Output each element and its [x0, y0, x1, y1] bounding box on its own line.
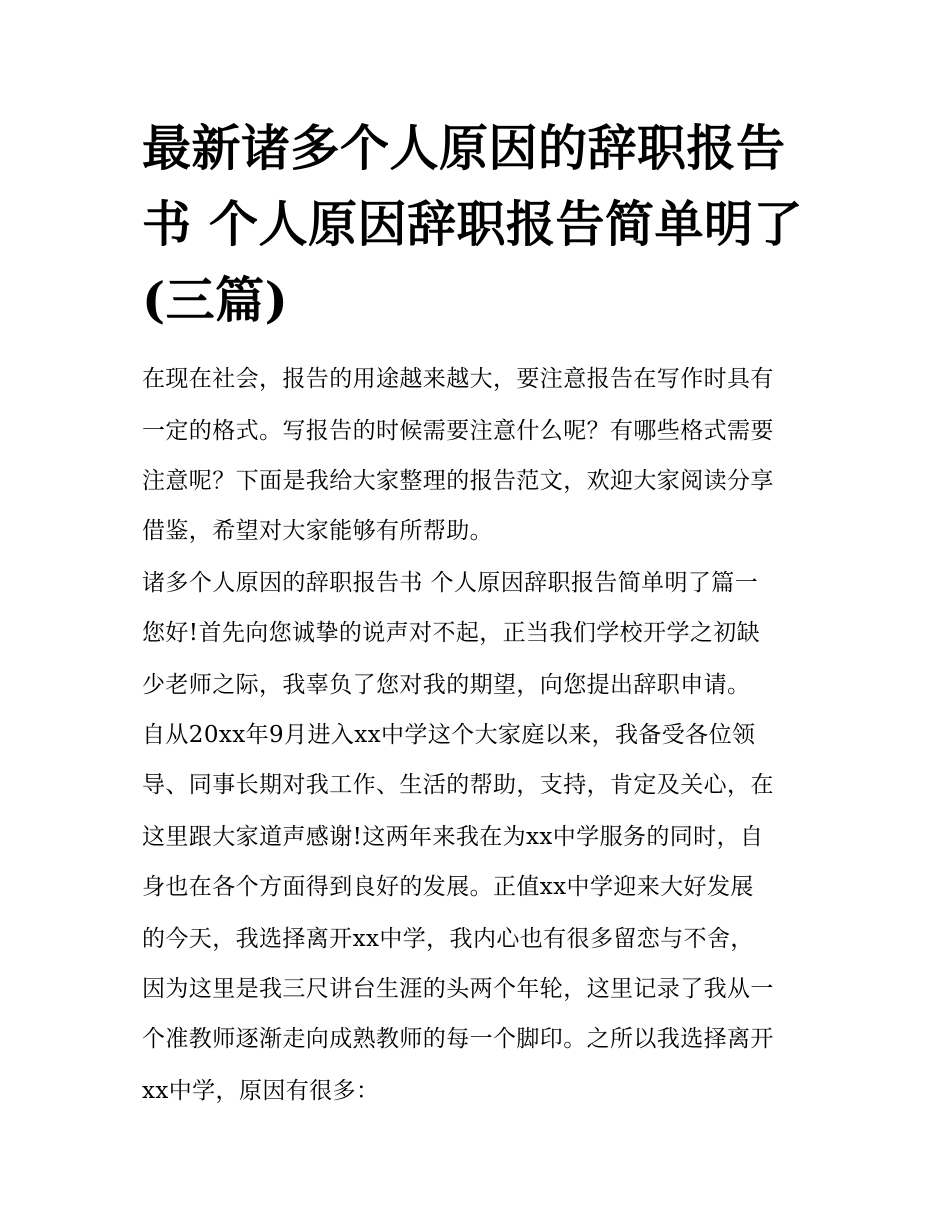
- body-line: 您好!首先向您诚挚的说声对不起，正当我们学校开学之初缺: [142, 620, 761, 646]
- body-line: 诸多个人原因的辞职报告书 个人原因辞职报告简单明了篇一: [142, 570, 759, 596]
- body-line: 身也在各个方面得到良好的发展。正值xx中学迎来大好发展: [142, 874, 754, 900]
- body-line: 一定的格式。写报告的时候需要注意什么呢？有哪些格式需要: [142, 418, 774, 444]
- body-line: 这里跟大家道声感谢!这两年来我在为xx中学服务的同时，自: [142, 824, 764, 850]
- title-line: (三篇): [142, 271, 289, 329]
- body-line: 个准教师逐渐走向成熟教师的每一个脚印。之所以我选择离开: [142, 1026, 774, 1052]
- title-line: 书 个人原因辞职报告简单明了: [142, 195, 804, 253]
- body-line: 注意呢？下面是我给大家整理的报告范文，欢迎大家阅读分享: [142, 468, 774, 494]
- body-line: 自从20xx年9月进入xx中学这个大家庭以来，我备受各位领: [142, 722, 756, 748]
- body-line: 在现在社会，报告的用途越来越大，要注意报告在写作时具有: [142, 366, 774, 392]
- title-line: 最新诸多个人原因的辞职报告: [142, 119, 786, 177]
- body-line: 借鉴，希望对大家能够有所帮助。: [142, 518, 493, 544]
- body-line: 的今天，我选择离开xx中学，我内心也有很多留恋与不舍，: [142, 926, 754, 952]
- body-line: xx中学，原因有很多：: [142, 1078, 380, 1104]
- body-line: 少老师之际，我辜负了您对我的期望，向您提出辞职申请。: [142, 672, 751, 698]
- body-line: 导、同事长期对我工作、生活的帮助，支持，肯定及关心，在: [142, 772, 774, 798]
- body-line: 因为这里是我三尺讲台生涯的头两个年轮，这里记录了我从一: [142, 976, 774, 1002]
